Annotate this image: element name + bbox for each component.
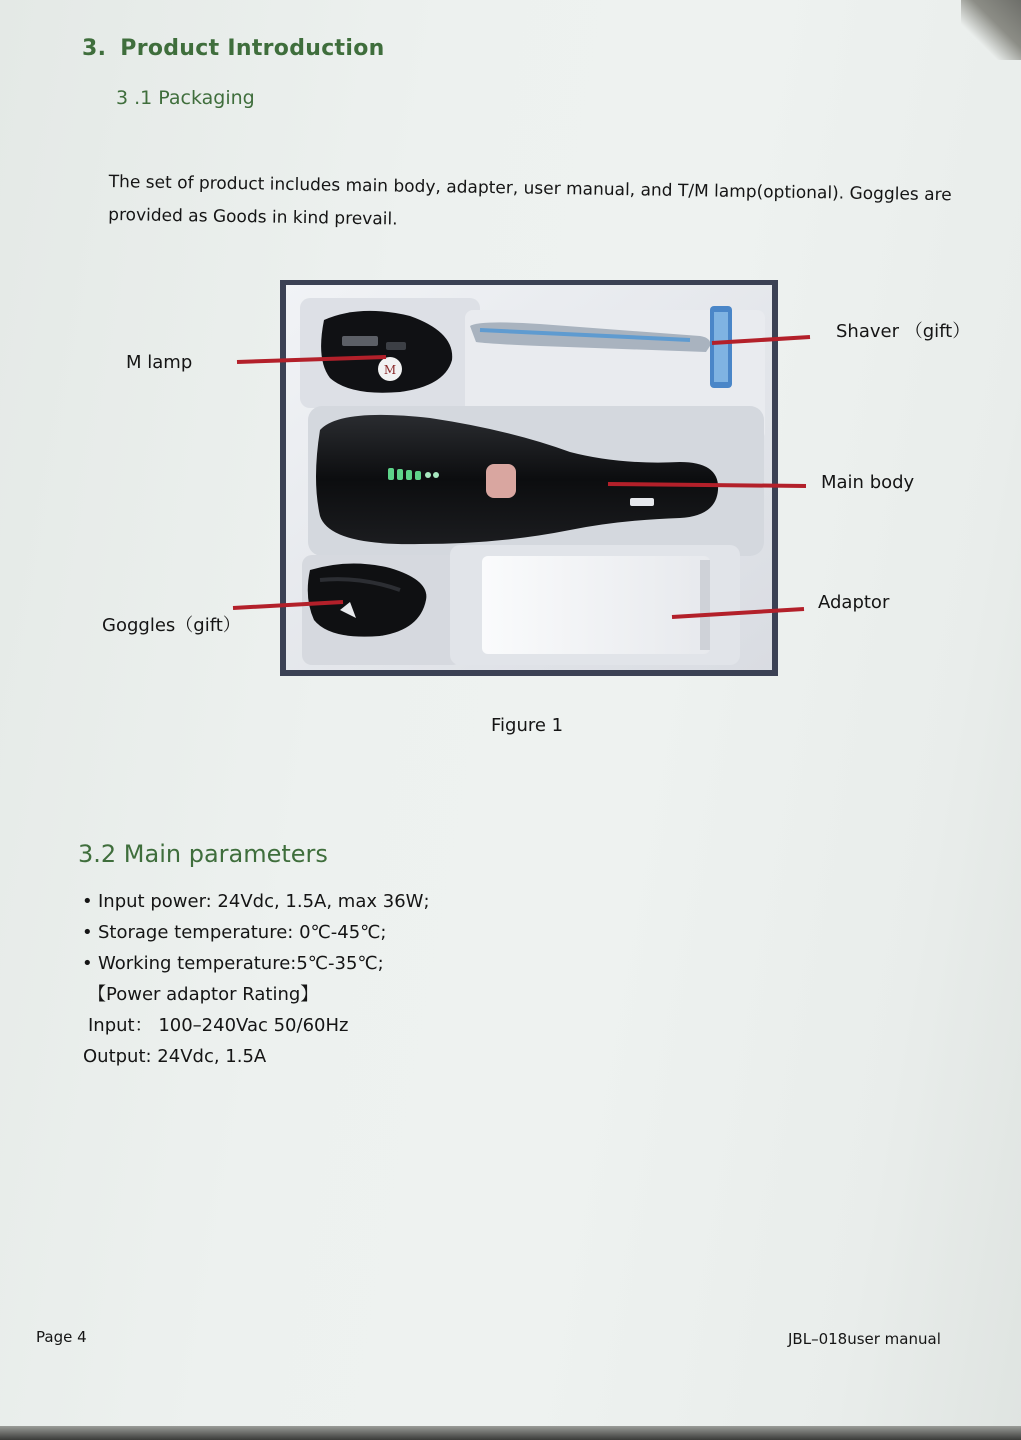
callout-goggles: Goggles（gift） (102, 615, 241, 636)
parameter-item: • Storage temperature: 0℃-45℃; (82, 917, 782, 948)
section-number: 3. (82, 36, 107, 61)
adaptor-output: Output: 24Vdc, 1.5A (83, 1046, 267, 1067)
page-bottom-edge (0, 1426, 1021, 1440)
callout-adaptor: Adaptor (818, 592, 890, 613)
packaging-description: The set of product includes main body, adapter, user manual, and T/M lamp(optional). Goggles are provided as Goods in kind prevail. (108, 171, 952, 230)
callout-shaver: Shaver （gift） (836, 321, 971, 342)
section-title: Product Introduction (120, 36, 385, 61)
adaptor-illustration (482, 556, 710, 654)
figure-caption: Figure 1 (491, 715, 564, 736)
callout-m-lamp: M lamp (126, 352, 193, 373)
parameters-heading: 3.2 Main parameters (78, 840, 328, 868)
section-heading (82, 36, 385, 61)
parameters-list (82, 886, 782, 1072)
adaptor-rating-heading: 【Power adaptor Rating】 (88, 984, 319, 1005)
adaptor-input: Input： 100–240Vac 50/60Hz (88, 1015, 349, 1036)
manual-title: JBL–018user manual (788, 1330, 941, 1348)
callout-main-body: Main body (821, 472, 915, 493)
parameter-item: • Working temperature:5℃-35℃; (82, 948, 782, 979)
page-number: Page 4 (36, 1328, 87, 1346)
page-curl (961, 0, 1021, 60)
packaging-heading: 3 .1 Packaging (116, 87, 255, 109)
parameter-item: • Input power: 24Vdc, 1.5A, max 36W; (82, 886, 782, 917)
bullet-icon: • (82, 922, 93, 943)
lamp-badge-text: M (383, 363, 397, 377)
bullet-icon: • (82, 891, 93, 912)
packaging-photo (280, 280, 778, 676)
bullet-icon: • (82, 953, 93, 974)
